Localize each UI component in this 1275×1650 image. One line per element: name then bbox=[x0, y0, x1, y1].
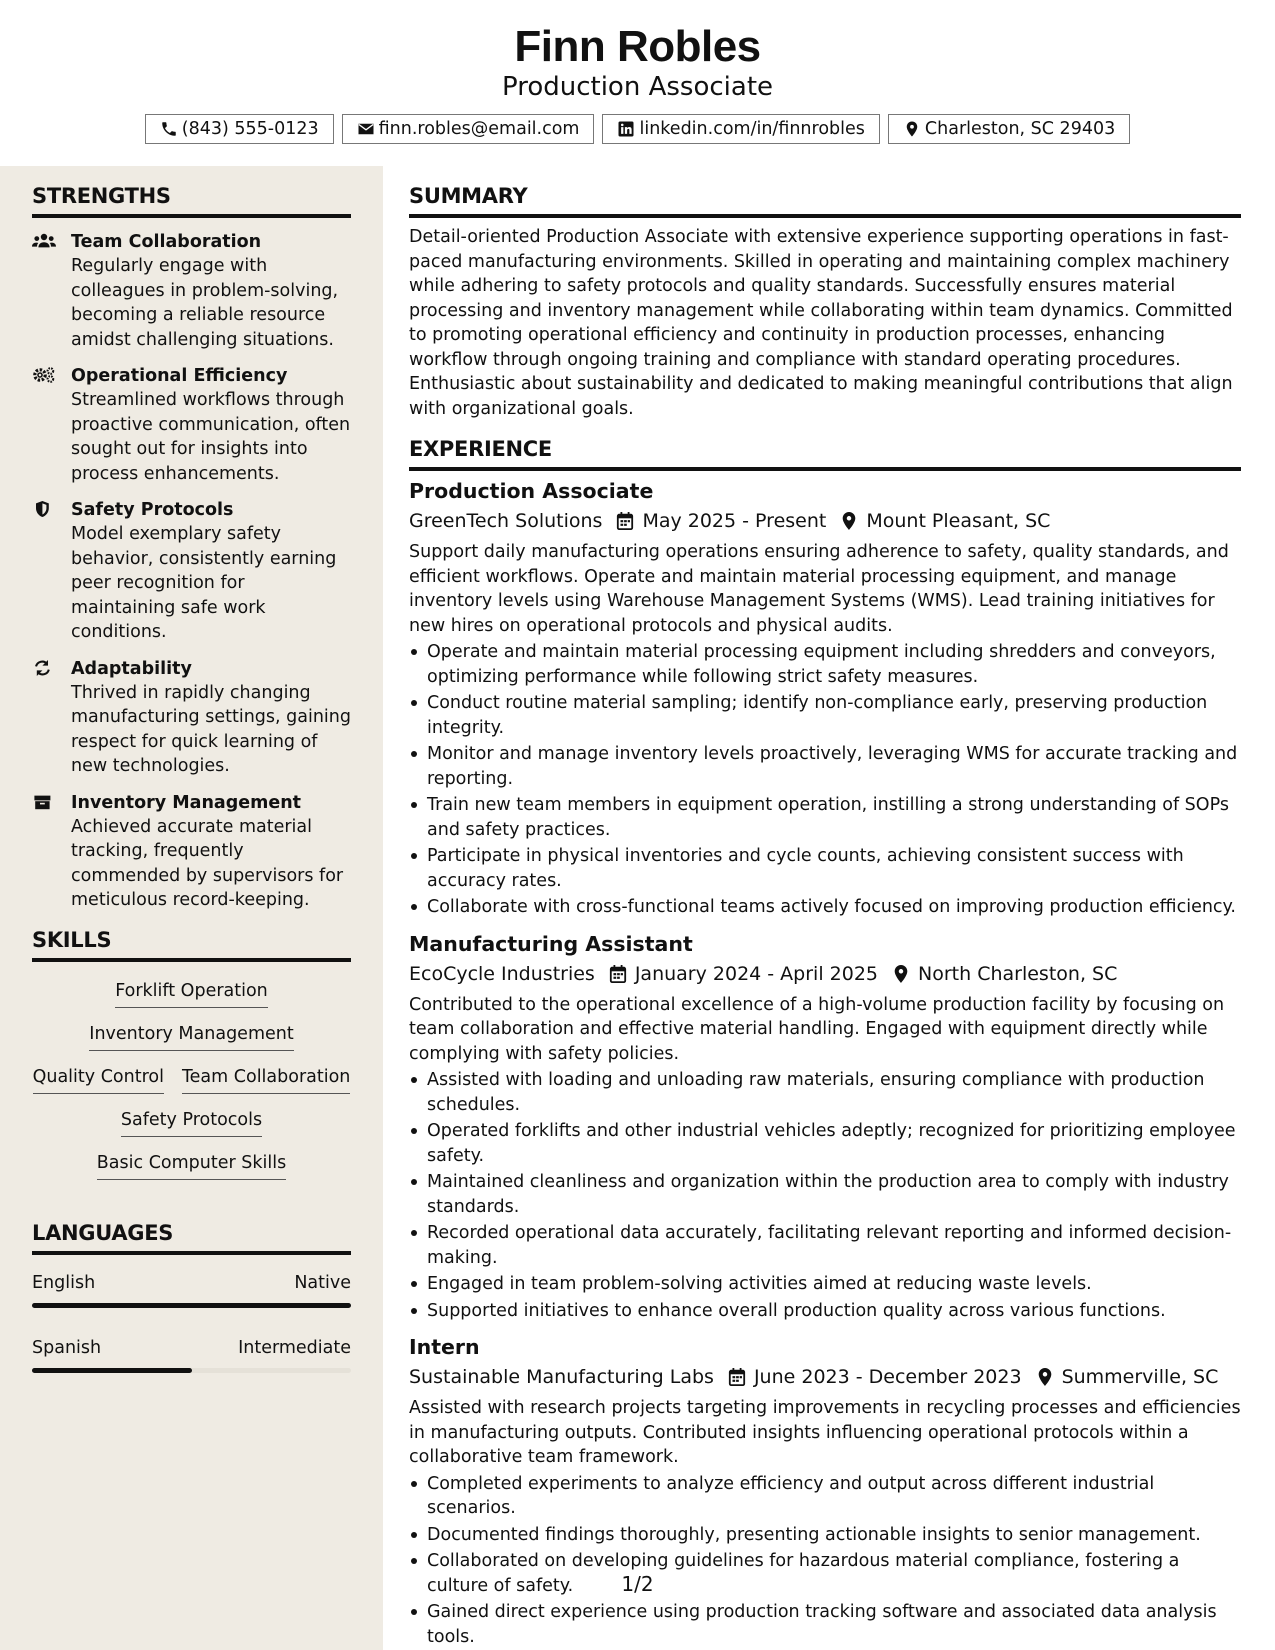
list-item: Recorded operational data accurately, facilitating relevant reporting and informed decision-making. bbox=[409, 1221, 1241, 1270]
job-title: Manufacturing Assistant bbox=[409, 931, 693, 956]
contact-bar bbox=[0, 114, 1275, 144]
job-title: Production Associate bbox=[409, 479, 654, 503]
calendar-icon bbox=[728, 1367, 746, 1387]
section-divider bbox=[409, 214, 1241, 218]
list-item: Collaborate with cross-functional teams actively focused on improving production efficiency. bbox=[409, 895, 1241, 920]
languages-title: LANGUAGES bbox=[32, 1221, 174, 1245]
skills-section bbox=[32, 928, 351, 1193]
sync-icon bbox=[32, 658, 58, 680]
job-title: Intern bbox=[409, 1335, 480, 1359]
job-meta bbox=[409, 1363, 1241, 1391]
sidebar bbox=[0, 166, 383, 1650]
skill-row bbox=[32, 1021, 351, 1051]
skill-tag: Basic Computer Skills bbox=[97, 1150, 286, 1180]
job-description: Support daily manufacturing operations ensuring adherence to safety, quality standards, and efficient workflows. Operate and maintain material processing equipment, and manage inventory levels using Warehouse Management Systems (WMS). Lead training initiatives for new hires on operational protocols and physical audits. bbox=[409, 542, 1229, 636]
strength-desc: Achieved accurate material tracking, frequently commended by supervisors for meticulous record-keeping. bbox=[71, 816, 344, 910]
list-item: Monitor and manage inventory levels proactively, leveraging WMS for accurate tracking and reporting. bbox=[409, 742, 1241, 791]
job-meta bbox=[409, 507, 1241, 535]
job-entry bbox=[409, 477, 1241, 920]
box-icon bbox=[32, 792, 58, 814]
location-icon bbox=[892, 964, 910, 984]
job-dates: June 2023 - December 2023 bbox=[753, 1366, 1022, 1388]
main-content bbox=[409, 166, 1241, 1650]
language-bar-fill bbox=[32, 1368, 192, 1373]
strength-title: Safety Protocols bbox=[71, 500, 234, 520]
email-icon bbox=[357, 120, 375, 138]
list-item: Documented findings thoroughly, presenting actionable insights to senior management. bbox=[409, 1523, 1241, 1548]
job-location: North Charleston, SC bbox=[918, 962, 1118, 985]
skill-row bbox=[32, 978, 351, 1008]
list-item: Completed experiments to analyze efficiency and output across different industrial scenarios. bbox=[409, 1472, 1241, 1521]
shield-icon bbox=[32, 499, 58, 521]
language-level: Native bbox=[294, 1273, 351, 1293]
calendar-icon bbox=[609, 964, 627, 984]
strength-title: Adaptability bbox=[71, 658, 192, 679]
location-icon bbox=[903, 120, 921, 138]
summary-section bbox=[409, 184, 1241, 421]
resume-header bbox=[0, 0, 1275, 166]
summary-title: SUMMARY bbox=[409, 184, 528, 208]
list-item: Train new team members in equipment operation, instilling a strong understanding of SOPs and safety practices. bbox=[409, 793, 1241, 842]
strength-item bbox=[32, 364, 351, 486]
skill-tag: Team Collaboration bbox=[182, 1064, 350, 1094]
language-name: Spanish bbox=[32, 1338, 102, 1358]
strength-title: Inventory Management bbox=[71, 792, 302, 813]
job-location: Mount Pleasant, SC bbox=[866, 510, 1051, 532]
language-bar-fill bbox=[32, 1303, 351, 1308]
list-item: Supported initiatives to enhance overall production quality across various functions. bbox=[409, 1299, 1241, 1324]
strength-desc: Regularly engage with colleagues in problem-solving, becoming a reliable resource amidst challenging situations. bbox=[71, 256, 339, 350]
list-item: Collaborated on developing guidelines for hazardous material compliance, fostering a culture of safety. bbox=[409, 1549, 1241, 1598]
strength-desc: Thrived in rapidly changing manufacturing settings, gaining respect for quick learning of new technologies. bbox=[71, 682, 351, 776]
job-meta bbox=[409, 960, 1241, 988]
job-location: Summerville, SC bbox=[1061, 1366, 1219, 1388]
job-description: Assisted with research projects targeting improvements in recycling processes and efficiencies in manufacturing outputs. Contributed insights influencing operational protocols within a collaborative team framework. bbox=[409, 1398, 1241, 1467]
job-entry bbox=[409, 930, 1241, 1324]
experience-section bbox=[409, 437, 1241, 1649]
job-company: GreenTech Solutions bbox=[409, 510, 603, 532]
list-item: Gained direct experience using production tracking software and associated data analysis tools. bbox=[409, 1600, 1241, 1649]
strength-item bbox=[32, 498, 351, 645]
skill-row bbox=[32, 1107, 351, 1137]
strength-item bbox=[32, 791, 351, 913]
skills-title: SKILLS bbox=[32, 928, 112, 952]
skill-tag: Safety Protocols bbox=[121, 1107, 262, 1137]
strength-title: Team Collaboration bbox=[71, 232, 262, 252]
section-divider bbox=[32, 214, 351, 218]
location-icon bbox=[840, 511, 858, 531]
strengths-section bbox=[32, 184, 351, 925]
strength-item bbox=[32, 230, 351, 352]
list-item: Assisted with loading and unloading raw materials, ensuring compliance with production schedules. bbox=[409, 1068, 1241, 1117]
list-item: Operate and maintain material processing equipment including shredders and conveyors, optimizing performance while following strict safety measures. bbox=[409, 640, 1241, 689]
location-icon bbox=[1036, 1367, 1054, 1387]
skill-tag: Inventory Management bbox=[89, 1021, 293, 1051]
languages-section bbox=[32, 1221, 351, 1373]
list-item: Maintained cleanliness and organization within the production area to comply with industry standards. bbox=[409, 1170, 1241, 1219]
strength-title: Operational Efficiency bbox=[71, 366, 288, 386]
list-item: Conduct routine material sampling; identify non-compliance early, preserving production integrity. bbox=[409, 691, 1241, 740]
language-bar bbox=[32, 1368, 351, 1373]
section-divider bbox=[32, 1251, 351, 1255]
job-entry bbox=[409, 1333, 1241, 1649]
candidate-role: Production Associate bbox=[501, 72, 774, 102]
linkedin-icon bbox=[617, 120, 635, 138]
job-description: Contributed to the operational excellence of a high-volume production facility by focusing on team collaboration and effective material handling. Engaged with equipment directly while complying with safety policies. bbox=[409, 994, 1225, 1064]
job-bullets bbox=[409, 640, 1241, 920]
language-item bbox=[32, 1338, 351, 1373]
phone-icon bbox=[160, 120, 178, 138]
summary-text: Detail-oriented Production Associate with extensive experience supporting operations in fast-paced manufacturing environments. Skilled in operating and maintaining complex machinery while adhering to safety protocols and quality standards. Successfully ensures material processing and inventory management while collaborating within team dynamics. Committed to promoting operational efficiency and continuity in production processes, enhancing workflow through ongoing training and compliance with standard operating procedures. Enthusiastic about sustainability and dedicated to making meaningful contributions that align with organizational goals. bbox=[409, 227, 1233, 419]
list-item: Participate in physical inventories and cycle counts, achieving consistent success with accuracy rates. bbox=[409, 844, 1241, 893]
language-item bbox=[32, 1273, 351, 1308]
strength-item bbox=[32, 657, 351, 779]
job-dates: May 2025 - Present bbox=[642, 510, 827, 532]
team-icon bbox=[32, 231, 58, 253]
job-company: Sustainable Manufacturing Labs bbox=[409, 1366, 714, 1388]
strengths-title: STRENGTHS bbox=[32, 184, 171, 208]
section-divider bbox=[409, 467, 1241, 471]
language-level: Intermediate bbox=[238, 1338, 351, 1358]
contact-phone[interactable]: (843) 555-0123 bbox=[145, 114, 334, 144]
strength-desc: Model exemplary safety behavior, consistently earning peer recognition for maintaining safe work conditions. bbox=[71, 524, 337, 642]
strength-desc: Streamlined workflows through proactive communication, often sought out for insights into process enhancements. bbox=[71, 390, 351, 484]
section-divider bbox=[32, 958, 351, 962]
experience-title: EXPERIENCE bbox=[409, 437, 552, 461]
calendar-icon bbox=[616, 511, 634, 531]
language-bar bbox=[32, 1303, 351, 1308]
job-bullets bbox=[409, 1068, 1241, 1323]
skill-row bbox=[32, 1064, 351, 1094]
list-item: Engaged in team problem-solving activities aimed at reducing waste levels. bbox=[409, 1272, 1241, 1297]
list-item: Operated forklifts and other industrial vehicles adeptly; recognized for prioritizing employee safety. bbox=[409, 1119, 1241, 1168]
skill-tag: Forklift Operation bbox=[115, 978, 268, 1008]
job-bullets bbox=[409, 1472, 1241, 1650]
contact-linkedin[interactable]: linkedin.com/in/finnrobles bbox=[602, 114, 879, 144]
page-number: 1/2 bbox=[621, 1572, 654, 1596]
job-company: EcoCycle Industries bbox=[409, 962, 595, 985]
contact-email[interactable]: finn.robles@email.com bbox=[342, 114, 595, 144]
job-dates: January 2024 - April 2025 bbox=[634, 962, 879, 985]
skill-tag: Quality Control bbox=[33, 1064, 164, 1094]
language-name: English bbox=[32, 1273, 96, 1293]
skill-row bbox=[32, 1150, 351, 1180]
contact-location[interactable]: Charleston, SC 29403 bbox=[888, 114, 1130, 144]
candidate-name: Finn Robles bbox=[514, 22, 761, 71]
gears-icon bbox=[32, 365, 58, 387]
